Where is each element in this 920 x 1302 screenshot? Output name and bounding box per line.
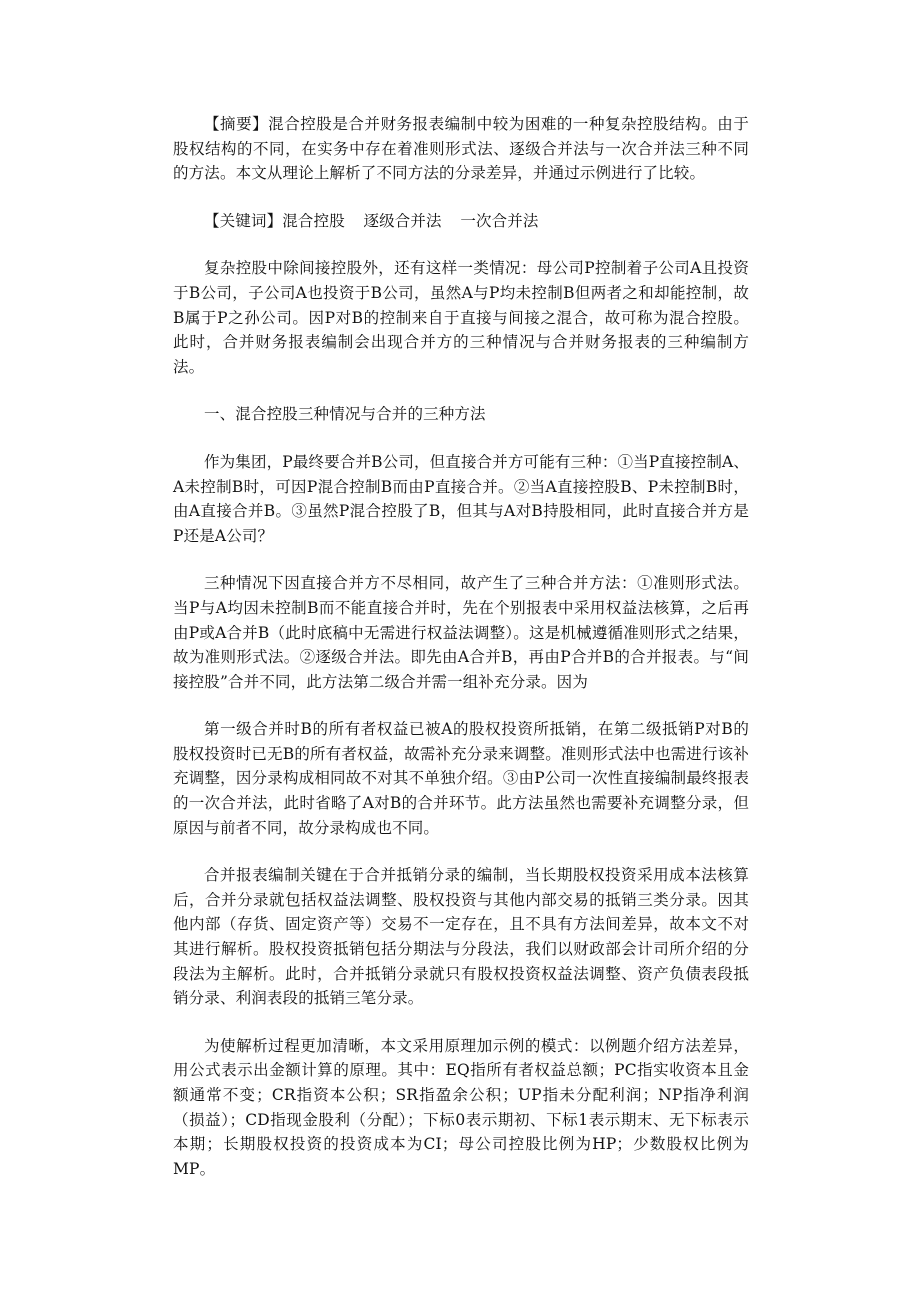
body-paragraph: 为使解析过程更加清晰，本文采用原理加示例的模式：以例题介绍方法差异，用公式表示出金额计算的原理。其中：EQ指所有者权益总额；PC指实收资本且金额通常不变；CR指资本公积；SR指盈余公积；UP指未分配利润；NP指净利润（损益）；CD指现金股利（分配）；下标0表示期初、下标1表示期末、无下标表示本期；长期股权投资的投资成本为CI；母公司控股比例为HP；少数股权比例为MP。	[173, 1036, 749, 1178]
paragraph-gap	[173, 427, 749, 450]
keyword-item: 一次合并法	[460, 211, 539, 230]
paragraph-gap	[173, 379, 749, 402]
section-heading: 一、混合控股三种情况与合并的三种方法	[204, 405, 486, 424]
document-page	[173, 112, 749, 1181]
paragraph-gap	[173, 548, 749, 571]
body-paragraph: 合并报表编制关键在于合并抵销分录的编制，当长期股权投资采用成本法核算后，合并分录就包括权益法调整、股权投资与其他内部交易的抵销三类分录。因其他内部（存货、固定资产等）交易不一定存在，且不具有方法间差异，故本文不对其进行解析。股权投资抵销包括分期法与分段法，我们以财政部会计司所介绍的分段法为主解析。此时，合并抵销分录就只有股权投资权益法调整、资产负债表段抵销分录、利润表段的抵销三笔分录。	[173, 866, 749, 1008]
paragraph-gap	[173, 186, 749, 209]
keywords-line	[173, 209, 749, 234]
intro-paragraph: 复杂控股中除间接控股外，还有这样一类情况：母公司P控制着子公司A且投资于B公司，子公司A也投资于B公司，虽然A与P均未控制B但两者之和却能控制，故B属于P之孙公司。因P对B的控制来自于直接与间接之混合，故可称为混合控股。此时，合并财务报表编制会出现合并方的三种情况与合并财务报表的三种编制方法。	[173, 259, 749, 376]
keywords-label: 【关键词】混合控股	[204, 211, 345, 230]
keyword-item: 逐级合并法	[363, 211, 442, 230]
abstract-paragraph: 【摘要】混合控股是合并财务报表编制中较为困难的一种复杂控股结构。由于股权结构的不同，在实务中存在着准则形式法、逐级合并法与一次合并法三种不同的方法。本文从理论上解析了不同方法的分录差异，并通过示例进行了比较。	[173, 115, 749, 183]
body-paragraph: 作为集团，P最终要合并B公司，但直接合并方可能有三种：①当P直接控制A、A未控制B时，可因P混合控制B而由P直接合并。②当A直接控股B、P未控制B时，由A直接合并B。③虽然P混合控股了B，但其与A对B持股相同，此时直接合并方是P还是A公司？	[173, 452, 749, 545]
paragraph-gap	[173, 694, 749, 717]
paragraph-gap	[173, 840, 749, 863]
body-paragraph: 第一级合并时B的所有者权益已被A的股权投资所抵销，在第二级抵销P对B的股权投资时已无B的所有者权益，故需补充分录来调整。准则形式法中也需进行该补充调整，因分录构成相同故不对其不单独介绍。③由P公司一次性直接编制最终报表的一次合并法，此时省略了A对B的合并环节。此方法虽然也需要补充调整分录，但原因与前者不同，故分录构成也不同。	[173, 720, 749, 837]
paragraph-gap	[173, 1011, 749, 1034]
body-paragraph: 三种情况下因直接合并方不尽相同，故产生了三种合并方法：①准则形式法。当P与A均因未控制B而不能直接合并时，先在个别报表中采用权益法核算，之后再由P或A合并B（此时底稿中无需进行权益法调整）。这是机械遵循准则形式之结果，故为准则形式法。②逐级合并法。即先由A合并B，再由P合并B的合并报表。与“间接控股”合并不同，此方法第二级合并需一组补充分录。因为	[173, 574, 749, 691]
paragraph-gap	[173, 233, 749, 256]
